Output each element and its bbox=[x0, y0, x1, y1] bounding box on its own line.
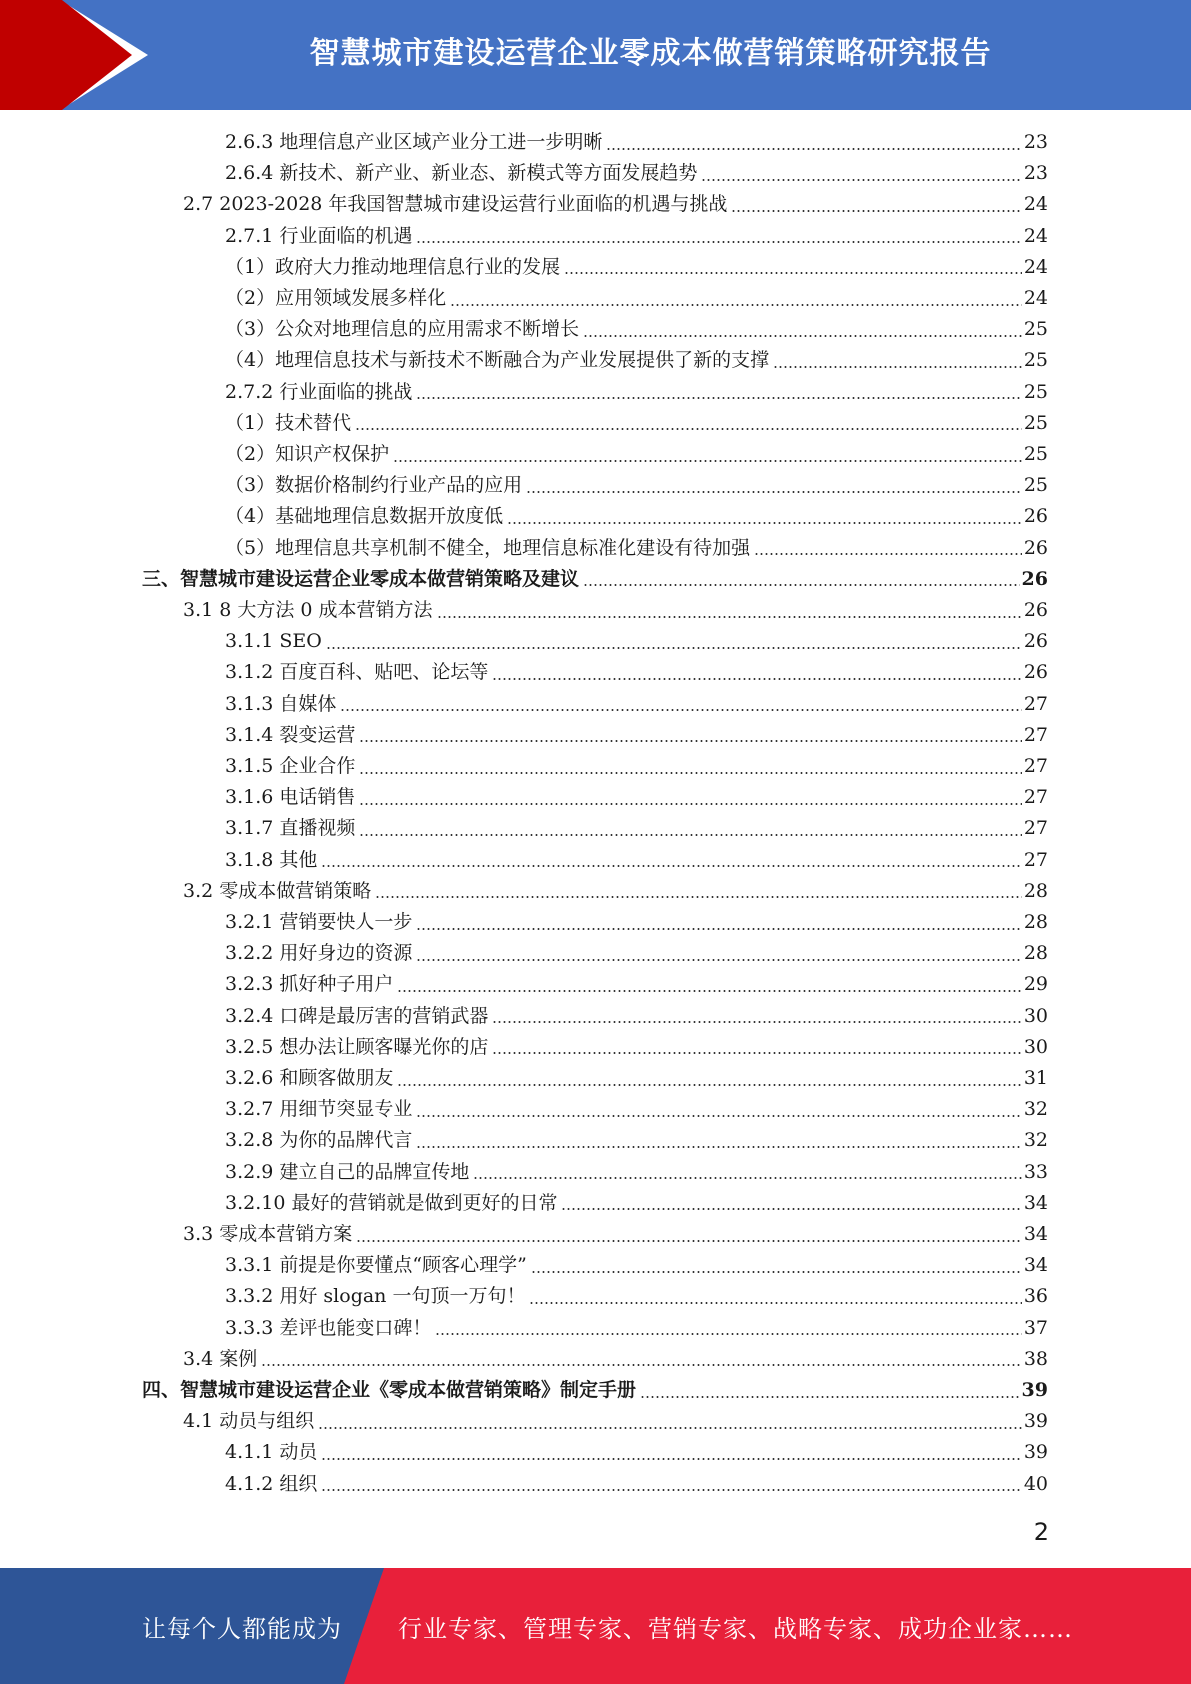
toc-entry-title: 3.1 8 大方法 0 成本营销方法 bbox=[183, 599, 433, 621]
toc-entry-title: 3.2.7 用细节突显专业 bbox=[225, 1098, 413, 1121]
toc-leader-dots bbox=[416, 1146, 1021, 1148]
toc-entry[interactable] bbox=[225, 1469, 1048, 1500]
toc-entry[interactable] bbox=[225, 1281, 1048, 1312]
toc-entry-page: 27 bbox=[1023, 817, 1048, 840]
toc-entry-title: 2.7.1 行业面临的机遇 bbox=[225, 224, 413, 247]
toc-leader-dots bbox=[326, 647, 1022, 649]
toc-entry-title: 三、智慧城市建设运营企业零成本做营销策略及建议 bbox=[142, 567, 580, 590]
toc-entry-page: 24 bbox=[1023, 224, 1048, 247]
toc-entry-title: 3.1.3 自媒体 bbox=[225, 692, 337, 715]
toc-leader-dots bbox=[416, 959, 1021, 961]
toc-leader-dots bbox=[473, 1177, 1021, 1179]
toc-entry-title: 3.2.3 抓好种子用户 bbox=[225, 973, 394, 996]
toc-entry-title: （1）政府大力推动地理信息行业的发展 bbox=[225, 255, 561, 278]
toc-entry-title: 3.1.7 直播视频 bbox=[225, 817, 356, 840]
toc-leader-dots bbox=[397, 1084, 1021, 1086]
toc-leader-dots bbox=[355, 428, 1022, 430]
toc-entry-page: 30 bbox=[1023, 1035, 1048, 1058]
toc-entry-title: 4.1.1 动员 bbox=[225, 1441, 318, 1464]
toc-entry-title: （4）地理信息技术与新技术不断融合为产业发展提供了新的支撑 bbox=[225, 349, 770, 372]
toc-entry[interactable] bbox=[183, 1406, 1048, 1437]
toc-entry[interactable] bbox=[225, 314, 1048, 345]
toc-entry-page: 28 bbox=[1023, 911, 1048, 933]
toc-entry-title: （2）知识产权保护 bbox=[225, 443, 390, 465]
toc-leader-dots bbox=[359, 834, 1021, 836]
footer-slogan-right: 行业专家、管理专家、营销专家、战略专家、成功企业家…… bbox=[398, 1614, 1073, 1643]
toc-entry-page: 25 bbox=[1023, 474, 1048, 497]
toc-leader-dots bbox=[435, 1333, 1021, 1335]
toc-entry[interactable] bbox=[225, 782, 1048, 813]
toc-entry-title: 3.3.2 用好 slogan 一句顶一万句！ bbox=[225, 1285, 526, 1308]
toc-entry-page: 26 bbox=[1023, 661, 1048, 684]
toc-entry-page: 27 bbox=[1023, 723, 1048, 746]
toc-entry-page: 27 bbox=[1023, 786, 1048, 809]
report-footer bbox=[0, 1568, 1191, 1684]
toc-entry[interactable] bbox=[225, 1313, 1048, 1344]
toc-leader-dots bbox=[754, 553, 1022, 555]
toc-entry[interactable] bbox=[225, 1188, 1048, 1219]
toc-entry-page: 28 bbox=[1023, 942, 1048, 965]
toc-entry[interactable] bbox=[225, 626, 1048, 657]
toc-entry-page: 34 bbox=[1023, 1254, 1048, 1277]
toc-entry-title: 2.7.2 行业面临的挑战 bbox=[225, 380, 413, 403]
toc-entry-page: 25 bbox=[1023, 318, 1048, 341]
toc-entry[interactable] bbox=[225, 408, 1048, 439]
toc-entry-page: 27 bbox=[1023, 692, 1048, 715]
toc-leader-dots bbox=[583, 335, 1022, 337]
toc-entry[interactable] bbox=[225, 813, 1048, 844]
toc-entry-title: （5）地理信息共享机制不健全，地理信息标准化建设有待加强 bbox=[225, 536, 751, 559]
toc-leader-dots bbox=[359, 803, 1021, 805]
toc-entry[interactable] bbox=[225, 283, 1048, 314]
toc-entry[interactable] bbox=[225, 533, 1048, 564]
toc-leader-dots bbox=[492, 1052, 1021, 1054]
toc-entry[interactable] bbox=[142, 564, 1048, 595]
toc-leader-dots bbox=[375, 896, 1022, 898]
toc-entry-title: 3.2 零成本做营销策略 bbox=[183, 879, 372, 902]
toc-entry-page: 32 bbox=[1023, 1098, 1048, 1121]
toc-entry[interactable] bbox=[183, 1344, 1048, 1375]
toc-entry[interactable] bbox=[225, 345, 1048, 376]
toc-entry[interactable] bbox=[183, 189, 1048, 220]
toc-entry-title: 3.1.8 其他 bbox=[225, 848, 318, 871]
toc-entry-title: 3.2.8 为你的品牌代言 bbox=[225, 1129, 413, 1152]
toc-entry[interactable] bbox=[225, 221, 1048, 252]
toc-entry-title: 3.2.9 建立自己的品牌宣传地 bbox=[225, 1160, 470, 1183]
toc-leader-dots bbox=[340, 709, 1021, 711]
toc-leader-dots bbox=[416, 397, 1021, 399]
toc-entry[interactable] bbox=[183, 595, 1048, 626]
toc-entry-page: 36 bbox=[1023, 1285, 1048, 1308]
toc-entry-title: 2.7 2023-2028 年我国智慧城市建设运营行业面临的机遇与挑战 bbox=[183, 193, 728, 216]
toc-leader-dots bbox=[583, 584, 1020, 586]
toc-entry-title: 3.2.5 想办法让顾客曝光你的店 bbox=[225, 1035, 489, 1058]
toc-entry[interactable] bbox=[225, 377, 1048, 408]
toc-entry-title: 3.3.3 差评也能变口碑！ bbox=[225, 1316, 432, 1339]
toc-leader-dots bbox=[416, 1115, 1021, 1117]
toc-entry-page: 29 bbox=[1023, 973, 1048, 996]
toc-leader-dots bbox=[450, 304, 1022, 306]
toc-entry[interactable] bbox=[225, 751, 1048, 782]
toc-entry-title: （3）数据价格制约行业产品的应用 bbox=[225, 474, 523, 497]
toc-leader-dots bbox=[529, 1302, 1021, 1304]
toc-leader-dots bbox=[526, 491, 1022, 493]
toc-entry-page: 39 bbox=[1021, 1379, 1048, 1401]
toc-entry[interactable] bbox=[183, 1219, 1048, 1250]
toc-entry-page: 39 bbox=[1023, 1441, 1048, 1464]
toc-entry-title: 3.2.4 口碑是最厉害的营销武器 bbox=[225, 1004, 489, 1027]
report-title: 智慧城市建设运营企业零成本做营销策略研究报告 bbox=[309, 36, 992, 71]
toc-entry-title: 3.2.1 营销要快人一步 bbox=[225, 911, 413, 933]
toc-entry-title: （3）公众对地理信息的应用需求不断增长 bbox=[225, 318, 580, 341]
toc-entry[interactable] bbox=[225, 720, 1048, 751]
toc-leader-dots bbox=[492, 678, 1021, 680]
toc-entry-title: 3.2.2 用好身边的资源 bbox=[225, 942, 413, 965]
toc-entry-title: （2）应用领域发展多样化 bbox=[225, 287, 447, 309]
toc-entry[interactable] bbox=[225, 470, 1048, 501]
toc-leader-dots bbox=[359, 740, 1021, 742]
toc-entry[interactable] bbox=[225, 1063, 1048, 1094]
toc-entry[interactable] bbox=[225, 907, 1048, 938]
toc-entry-page: 23 bbox=[1023, 131, 1048, 153]
toc-entry[interactable] bbox=[225, 1250, 1048, 1281]
toc-leader-dots bbox=[606, 148, 1021, 150]
toc-entry-page: 25 bbox=[1023, 349, 1048, 372]
toc-entry-page: 37 bbox=[1023, 1316, 1048, 1339]
toc-entry-page: 34 bbox=[1023, 1223, 1048, 1245]
toc-entry-page: 31 bbox=[1023, 1067, 1048, 1089]
toc-entry-page: 39 bbox=[1023, 1410, 1048, 1433]
toc-entry-page: 26 bbox=[1023, 536, 1048, 559]
toc-entry[interactable] bbox=[225, 845, 1048, 876]
toc-entry-title: 2.6.4 新技术、新产业、新业态、新模式等方面发展趋势 bbox=[225, 162, 698, 185]
toc-leader-dots bbox=[359, 772, 1021, 774]
toc-entry[interactable] bbox=[225, 127, 1048, 158]
toc-leader-dots bbox=[416, 928, 1021, 930]
toc-entry-title: （4）基础地理信息数据开放度低 bbox=[225, 505, 504, 528]
toc-leader-dots bbox=[318, 1427, 1022, 1429]
toc-entry-page: 30 bbox=[1023, 1004, 1048, 1027]
toc-entry-title: 3.2.10 最好的营销就是做到更好的日常 bbox=[225, 1191, 558, 1214]
toc-leader-dots bbox=[507, 522, 1022, 524]
toc-leader-dots bbox=[356, 1240, 1022, 1242]
toc-entry-page: 24 bbox=[1023, 255, 1048, 278]
toc-entry-page: 34 bbox=[1023, 1191, 1048, 1214]
page-number: 2 bbox=[1033, 1518, 1049, 1546]
toc-entry-title: 四、智慧城市建设运营企业《零成本做营销策略》制定手册 bbox=[142, 1379, 637, 1401]
toc-leader-dots bbox=[561, 1208, 1021, 1210]
toc-leader-dots bbox=[397, 990, 1021, 992]
toc-entry-title: 4.1.2 组织 bbox=[225, 1472, 318, 1495]
toc-entry-title: 4.1 动员与组织 bbox=[183, 1410, 315, 1433]
toc-leader-dots bbox=[393, 460, 1022, 462]
toc-entry-page: 33 bbox=[1023, 1160, 1048, 1183]
toc-entry[interactable] bbox=[225, 252, 1048, 283]
toc-entry-title: 3.1.2 百度百科、贴吧、论坛等 bbox=[225, 661, 489, 684]
toc-entry-page: 26 bbox=[1023, 630, 1048, 653]
toc-entry-title: 3.2.6 和顾客做朋友 bbox=[225, 1067, 394, 1089]
toc-entry-title: 3.1.5 企业合作 bbox=[225, 755, 356, 777]
toc-entry[interactable] bbox=[225, 1094, 1048, 1125]
toc-leader-dots bbox=[416, 241, 1021, 243]
toc-entry-page: 24 bbox=[1023, 287, 1048, 309]
toc-leader-dots bbox=[321, 1458, 1021, 1460]
toc-entry[interactable] bbox=[225, 439, 1048, 470]
toc-entry-page: 38 bbox=[1023, 1347, 1048, 1370]
toc-entry[interactable] bbox=[225, 1001, 1048, 1032]
toc-entry[interactable] bbox=[225, 1032, 1048, 1063]
toc-leader-dots bbox=[640, 1396, 1020, 1398]
toc-entry-page: 25 bbox=[1023, 411, 1048, 434]
toc-entry-page: 26 bbox=[1023, 505, 1048, 528]
toc-entry-page: 23 bbox=[1023, 162, 1048, 185]
toc-entry-title: 3.1.6 电话销售 bbox=[225, 786, 356, 809]
toc-entry-page: 24 bbox=[1023, 193, 1048, 216]
footer-slogan-left: 让每个人都能成为 bbox=[142, 1614, 342, 1643]
toc-entry-page: 27 bbox=[1023, 755, 1048, 777]
toc-entry[interactable] bbox=[183, 876, 1048, 907]
toc-entry[interactable] bbox=[225, 158, 1048, 189]
toc-leader-dots bbox=[564, 272, 1022, 274]
toc-entry-page: 26 bbox=[1021, 567, 1048, 590]
toc-entry[interactable] bbox=[225, 938, 1048, 969]
toc-entry-page: 32 bbox=[1023, 1129, 1048, 1152]
toc-entry-title: 3.4 案例 bbox=[183, 1347, 258, 1370]
toc-entry[interactable] bbox=[225, 1437, 1048, 1468]
toc-entry-page: 26 bbox=[1023, 599, 1048, 621]
toc-leader-dots bbox=[321, 1489, 1021, 1491]
toc-entry-title: 3.3.1 前提是你要懂点“顾客心理学” bbox=[225, 1254, 527, 1277]
toc-entry-page: 40 bbox=[1023, 1472, 1048, 1495]
report-header bbox=[0, 0, 1191, 110]
toc-entry[interactable] bbox=[225, 969, 1048, 1000]
toc-leader-dots bbox=[531, 1271, 1022, 1273]
toc-entry-title: 2.6.3 地理信息产业区域产业分工进一步明晰 bbox=[225, 131, 603, 153]
toc-leader-dots bbox=[437, 616, 1022, 618]
toc-entry-page: 27 bbox=[1023, 848, 1048, 871]
toc-entry-title: （1）技术替代 bbox=[225, 411, 352, 434]
toc-entry[interactable] bbox=[225, 689, 1048, 720]
toc-entry-title: 3.3 零成本营销方案 bbox=[183, 1223, 353, 1245]
toc-leader-dots bbox=[321, 865, 1021, 867]
toc-entry-title: 3.1.1 SEO bbox=[225, 630, 322, 653]
toc-entry[interactable] bbox=[225, 1125, 1048, 1156]
toc-leader-dots bbox=[701, 179, 1021, 181]
toc-entry[interactable] bbox=[225, 1157, 1048, 1188]
toc-leader-dots bbox=[773, 366, 1022, 368]
toc-leader-dots bbox=[731, 210, 1021, 212]
toc-entry-page: 25 bbox=[1023, 443, 1048, 465]
toc-entry-page: 25 bbox=[1023, 380, 1048, 403]
toc-entry-page: 28 bbox=[1023, 879, 1048, 902]
toc-entry-title: 3.1.4 裂变运营 bbox=[225, 723, 356, 746]
toc-entry[interactable] bbox=[225, 501, 1048, 532]
toc-leader-dots bbox=[492, 1021, 1021, 1023]
toc-entry[interactable] bbox=[142, 1375, 1048, 1406]
toc-leader-dots bbox=[261, 1364, 1022, 1366]
toc-entry[interactable] bbox=[225, 657, 1048, 688]
